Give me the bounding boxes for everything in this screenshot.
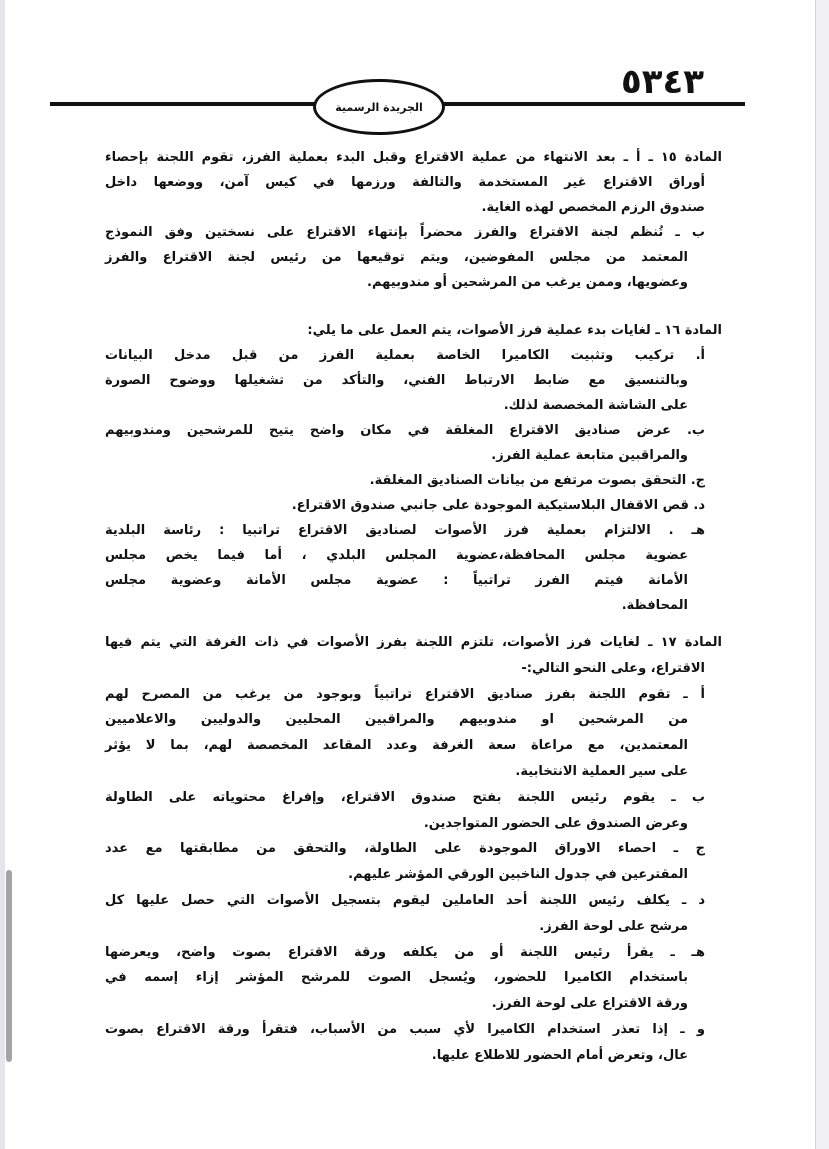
line-text: احصاء الاوراق الموجودة على الطاولة، والتحقق من مطابقتها مع عدد: [105, 841, 657, 857]
line-text: على الشاشة المخصصة لذلك.: [503, 398, 688, 413]
line-text: لغايات فرز الأصوات، تلتزم اللجنة بفرز الأصوات في ذات الغرفة التي يتم فيها: [105, 635, 640, 650]
article-label: المادة ١٥ ـ: [648, 150, 722, 165]
line-text: عرض صناديق الاقتراع المغلقة في مكان واضح يتيح للمرشحين ومندوبيهم: [105, 423, 672, 438]
clause-line: [105, 493, 705, 518]
clause-marker: أ.: [695, 348, 705, 363]
clause-marker: ج ـ: [673, 841, 705, 857]
clause-marker: د.: [693, 498, 705, 513]
clause-marker: ب.: [686, 423, 705, 438]
clause-line: [105, 811, 688, 837]
line-text: الأمانة فيتم الفرز تراتبياً : عضوية مجلس الأمانة وعضوية مجلس: [105, 573, 688, 588]
clause-line: [105, 836, 705, 862]
article-label: المادة ١٦ ـ: [655, 323, 722, 338]
article-16: [105, 318, 722, 618]
clause-line: [105, 270, 688, 295]
line-text: المعتمد من مجلس المفوضين، ويتم توقيعها من رئيس لجنة الاقتراع والفرز: [105, 250, 688, 265]
clause-line: [105, 940, 705, 966]
clause-line: [105, 965, 688, 991]
clause-line: [105, 195, 705, 220]
clause-marker: هـ ـ: [670, 944, 705, 960]
clause-line: [105, 593, 688, 618]
clause-line: [105, 862, 688, 888]
clause-marker: و ـ: [680, 1021, 705, 1037]
line-text: المعتمدين، مع مراعاة سعة الغرفة وعدد المقاعد المخصصة لهم، بما لا يؤثر: [105, 738, 688, 754]
clause-line: [105, 733, 688, 759]
line-text: تقوم اللجنة بفرز صناديق الاقتراع تراتبياً وبوجود من يرغب من المصرح لهم: [105, 686, 671, 702]
clause-line: [105, 568, 688, 593]
article-intro-line: [105, 656, 705, 682]
line-text: التحقق بصوت مرتفع من بيانات الصناديق المغلقة.: [369, 473, 687, 488]
line-text: على سير العملية الانتخابية.: [515, 763, 688, 779]
clause-marker: ب ـ: [675, 225, 705, 240]
clause-line: [105, 759, 688, 785]
line-text: ورقة الاقتراع على لوحة الفرز.: [491, 996, 688, 1012]
gazette-title-oval: [313, 79, 445, 135]
article-intro-line: [105, 630, 722, 656]
line-text: قص الاقفال البلاستيكية الموجودة على جانبي صندوق الاقتراع.: [291, 498, 689, 513]
line-text: الالتزام بعملية فرز الأصوات لصناديق الاقتراع تراتبيا : رئاسة البلدية: [105, 523, 651, 538]
line-text: تركيب وتثبيت الكاميرا الخاصة بعملية الفرز من قبل مدخل البيانات: [105, 348, 675, 363]
clause-line: [105, 888, 705, 914]
line-text: عضوية مجلس المحافظة،عضوية المجلس البلدي ، أما فيما يخص مجلس: [105, 548, 688, 563]
article-15: [105, 145, 722, 295]
line-text: وعضويها، وممن يرغب من المرشحين أو مندوبيهم.: [367, 275, 688, 290]
clause-line: [105, 418, 705, 443]
line-text: وبالتنسيق مع ضابط الارتباط الفني، والتأكد من تشغيلها ووضوح الصورة: [105, 373, 688, 388]
line-text: الاقتراع، وعلى النحو التالي:-: [521, 660, 705, 676]
clause-line: [105, 245, 688, 270]
vertical-scrollbar[interactable]: [6, 870, 12, 1062]
page-number: ٥٣٤٣: [620, 62, 704, 102]
line-text: من المرشحين او مندوبيهم والمراقبين المحليين والدوليين والاعلاميين: [105, 712, 688, 728]
clause-line: [105, 468, 705, 493]
line-text: يقرأ رئيس اللجنة أو من يكلفه ورقة الاقتراع بصوت واضح، ويعرضها: [105, 944, 654, 960]
clause-line: [105, 543, 688, 568]
line-text: لغايات بدء عملية فرز الأصوات، يتم العمل على ما يلي:: [307, 323, 651, 338]
clause-line: [105, 145, 722, 170]
clause-line: [105, 343, 705, 368]
line-text: باستخدام الكاميرا للحضور، ويُسجل الصوت للمرشح المؤشر إزاء إسمه في: [105, 970, 688, 986]
viewer-right-edge: [815, 0, 829, 1149]
line-text: وعرض الصندوق على الحضور المتواجدين.: [423, 815, 688, 831]
clause-marker: أ ـ: [623, 150, 641, 165]
clause-line: [105, 368, 688, 393]
clause-line: [105, 443, 688, 468]
line-text: بعد الانتهاء من عملية الاقتراع وقبل البدء بعملية الفرز، تقوم اللجنة بإحصاء: [105, 150, 616, 165]
clause-line: [105, 785, 705, 811]
article-intro-line: [105, 318, 722, 343]
article-17: [105, 630, 722, 1069]
clause-line: [105, 170, 705, 195]
clause-line: [105, 682, 705, 708]
line-text: عال، وتعرض أمام الحضور للاطلاع عليها.: [431, 1047, 688, 1063]
gazette-title: الجريدة الرسمية: [335, 100, 423, 114]
line-text: أوراق الاقتراع غير المستخدمة والتالفة ورزمها في كيس آمن، ووضعها داخل: [105, 175, 705, 190]
clause-marker: هـ .: [668, 523, 705, 538]
clause-marker: د ـ: [681, 892, 706, 908]
line-text: المقترعين في جدول الناخبين الورقي المؤشر عليهم.: [348, 867, 688, 883]
line-text: والمراقبين متابعة عملية الفرز.: [491, 448, 688, 463]
clause-line: [105, 1043, 688, 1069]
viewer-left-edge: [0, 0, 5, 1149]
clause-line: [105, 518, 705, 543]
clause-marker: ب ـ: [671, 789, 705, 805]
clause-line: [105, 220, 705, 245]
clause-line: [105, 991, 688, 1017]
line-text: تُنظم لجنة الاقتراع والفرز محضراً بإنتهاء الاقتراع على نسختين وفق النموذج: [105, 225, 664, 240]
line-text: إذا تعذر استخدام الكاميرا لأي سبب من الأسباب، فتقرأ ورقة الاقتراع بصوت: [105, 1021, 668, 1037]
clause-line: [105, 393, 688, 418]
clause-line: [105, 914, 688, 940]
clause-line: [105, 1017, 705, 1043]
line-text: المحافظة.: [621, 598, 688, 613]
line-text: يقوم رئيس اللجنة بفتح صندوق الاقتراع، وإفراغ محتوياته على الطاولة: [105, 789, 656, 805]
clause-marker: ج.: [690, 473, 705, 488]
clause-line: [105, 707, 688, 733]
line-text: صندوق الرزم المخصص لهذه الغاية.: [481, 200, 705, 215]
article-label: المادة ١٧ ـ: [647, 635, 723, 650]
line-text: مرشح على لوحة الفرز.: [539, 918, 688, 934]
line-text: يكلف رئيس اللجنة أحد العاملين ليقوم بتسجيل الأصوات التي حصل عليها كل: [105, 892, 670, 908]
clause-marker: أ ـ: [683, 686, 706, 702]
